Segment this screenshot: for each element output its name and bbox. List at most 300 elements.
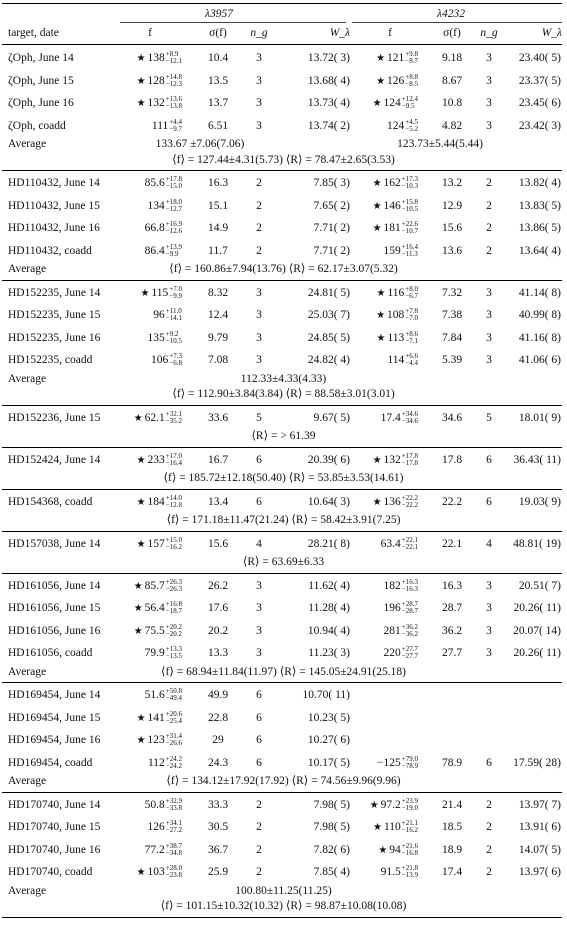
sigma-cell-4232: 10.8 bbox=[441, 97, 463, 109]
ng-cell-3957: 6 bbox=[256, 711, 262, 724]
f-upper-error: +8.8 bbox=[405, 72, 418, 81]
header-w-2: W_λ bbox=[541, 27, 562, 39]
ng-cell-3957: 6 bbox=[256, 734, 262, 746]
table-row bbox=[0, 449, 567, 471]
f-error-bounds bbox=[402, 798, 418, 812]
ng-cell-4232: 2 bbox=[486, 843, 492, 856]
f-cell-3957 bbox=[100, 195, 182, 217]
f-cell-3957 bbox=[100, 684, 182, 706]
w-cell-4232: 23.40( 5) bbox=[518, 52, 561, 64]
f-lower-error: −6.7 bbox=[405, 291, 418, 300]
w-cell-4232: 20.07( 14) bbox=[513, 624, 561, 637]
f-cell-3957 bbox=[100, 240, 182, 262]
f-lower-error: −13.5 bbox=[165, 652, 182, 661]
f-upper-error: +7.0 bbox=[169, 284, 182, 293]
average-3957: 133.67 ±7.06(7.06) bbox=[155, 138, 245, 150]
ng-cell-4232: 6 bbox=[486, 756, 492, 769]
w-cell-3957: 7.71( 2) bbox=[313, 244, 350, 257]
f-error-bounds bbox=[402, 601, 418, 615]
ng-cell-3957: 3 bbox=[256, 286, 262, 299]
target-date-cell: HD169454, June 14 bbox=[8, 689, 101, 701]
f-error-bounds bbox=[166, 733, 182, 747]
w-cell-3957: 10.27( 6) bbox=[307, 734, 350, 746]
target-date-cell: ζOph, June 14 bbox=[8, 52, 74, 64]
sigma-cell-3957: 11.7 bbox=[208, 244, 228, 257]
f-cell-4232 bbox=[348, 575, 418, 597]
significance-star: ★ bbox=[378, 844, 388, 856]
significance-star: ★ bbox=[369, 799, 379, 811]
table-row bbox=[0, 47, 567, 69]
significance-star: ★ bbox=[136, 98, 146, 109]
f-value: 86.4 bbox=[144, 244, 165, 257]
significance-star: ★ bbox=[372, 496, 382, 508]
sigma-cell-4232: 4.82 bbox=[441, 119, 463, 132]
significance-star: ★ bbox=[133, 580, 143, 592]
f-lower-error: −16.3 bbox=[401, 584, 418, 593]
f-lower-error: −16.4 bbox=[165, 458, 182, 467]
w-cell-3957: 7.98( 5) bbox=[313, 821, 350, 833]
w-cell-4232: 20.26( 11) bbox=[513, 602, 561, 614]
f-value: 114 bbox=[387, 354, 405, 366]
f-value: 220 bbox=[383, 647, 401, 659]
f-lower-error: −12.3 bbox=[165, 79, 182, 88]
f-cell-4232 bbox=[348, 115, 418, 137]
f-lower-error: −23.8 bbox=[165, 871, 182, 880]
summary-line bbox=[0, 774, 567, 789]
f-error-bounds bbox=[402, 411, 418, 425]
w-cell-3957: 24.82( 4) bbox=[307, 354, 350, 366]
ng-cell-4232: 3 bbox=[486, 119, 492, 132]
f-value: 77.2 bbox=[144, 843, 165, 856]
sigma-cell-4232: 78.9 bbox=[441, 756, 463, 769]
f-cell-4232 bbox=[348, 70, 418, 93]
f-lower-error: −28.7 bbox=[401, 607, 418, 616]
f-error-bounds bbox=[402, 244, 418, 258]
ng-cell-4232: 3 bbox=[486, 602, 492, 614]
f-value: 196 bbox=[383, 602, 401, 614]
f-cell-4232 bbox=[348, 327, 418, 350]
f-lower-error: −14.1 bbox=[165, 314, 182, 323]
f-upper-error: +9.8 bbox=[405, 50, 418, 59]
sigma-cell-4232: 16.3 bbox=[441, 579, 463, 592]
f-error-bounds bbox=[166, 411, 182, 425]
f-cell-3957 bbox=[100, 327, 182, 349]
w-cell-4232: 41.06( 6) bbox=[518, 354, 561, 366]
target-date-cell: HD110432, June 15 bbox=[8, 199, 100, 212]
w-cell-3957: 10.17( 5) bbox=[307, 756, 350, 769]
target-date-cell: HD152235, June 15 bbox=[8, 309, 101, 321]
w-cell-4232: 14.07( 5) bbox=[518, 843, 561, 856]
f-error-bounds bbox=[166, 579, 182, 593]
w-cell-4232: 13.97( 7) bbox=[518, 798, 561, 811]
significance-star: ★ bbox=[136, 53, 146, 64]
f-value: 116 bbox=[387, 286, 405, 299]
f-cell-3957 bbox=[100, 304, 182, 326]
f-upper-error: +27.7 bbox=[401, 645, 418, 654]
sigma-cell-3957: 13.7 bbox=[207, 97, 229, 109]
f-upper-error: +22.1 bbox=[401, 535, 418, 544]
f-lower-error: −8.7 bbox=[405, 57, 418, 66]
mean-values: ⟨f⟩ = 68.94±11.84(11.97) ⟨R⟩ = 145.05±24.91(25.18) bbox=[161, 665, 406, 678]
f-cell-4232 bbox=[348, 349, 418, 371]
ng-cell-4232: 2 bbox=[486, 866, 492, 878]
f-upper-error: +17.3 bbox=[401, 175, 418, 184]
f-error-bounds bbox=[402, 820, 418, 834]
average-label: Average bbox=[8, 665, 47, 678]
f-lower-error: −9.9 bbox=[169, 291, 182, 300]
summary-line bbox=[0, 429, 567, 444]
table-row bbox=[0, 533, 567, 555]
summary-line bbox=[0, 471, 567, 486]
f-error-bounds bbox=[166, 537, 182, 551]
f-upper-error: +13.3 bbox=[165, 645, 182, 654]
f-value: 128 bbox=[147, 74, 165, 87]
f-lower-error: −24.2 bbox=[165, 761, 182, 770]
w-cell-4232: 23.45( 6) bbox=[518, 97, 561, 109]
significance-star: ★ bbox=[133, 625, 143, 637]
f-cell-4232 bbox=[348, 533, 418, 555]
w-cell-3957: 11.23( 3) bbox=[308, 647, 350, 659]
f-upper-error: +7.3 bbox=[169, 352, 182, 361]
significance-star: ★ bbox=[376, 75, 386, 87]
f-error-bounds bbox=[166, 843, 182, 857]
header-f-2: f bbox=[388, 27, 392, 39]
f-lower-error: −7.0 bbox=[405, 314, 418, 323]
f-cell-4232 bbox=[348, 861, 418, 883]
mean-values: ⟨f⟩ = 112.90±3.84(3.84) ⟨R⟩ = 88.58±3.01(3.01) bbox=[172, 388, 395, 400]
f-cell-3957 bbox=[100, 217, 182, 239]
f-cell-3957 bbox=[100, 407, 182, 430]
w-cell-4232: 23.42( 3) bbox=[518, 119, 561, 132]
mean-values: ⟨f⟩ = 171.18±11.47(21.24) ⟨R⟩ = 58.42±3.91(7.25) bbox=[166, 514, 401, 526]
f-error-bounds bbox=[166, 74, 182, 88]
sigma-cell-3957: 15.1 bbox=[207, 199, 229, 212]
target-date-cell: ζOph, June 15 bbox=[8, 74, 74, 87]
f-lower-error: −20.2 bbox=[165, 629, 182, 638]
table-row bbox=[0, 684, 567, 706]
target-date-cell: HD152235, June 14 bbox=[8, 286, 101, 299]
ng-cell-3957: 3 bbox=[256, 309, 262, 321]
f-cell-4232 bbox=[348, 304, 418, 327]
summary-line bbox=[0, 899, 567, 914]
ng-cell-3957: 2 bbox=[256, 244, 262, 257]
f-value: 126 bbox=[147, 821, 165, 833]
f-error-bounds bbox=[166, 495, 182, 509]
ng-cell-4232: 3 bbox=[486, 309, 492, 321]
f-upper-error: +15.0 bbox=[165, 535, 182, 544]
f-lower-error: −34.6 bbox=[401, 416, 418, 425]
w-cell-4232: 40.99( 8) bbox=[518, 309, 561, 321]
ng-cell-4232: 2 bbox=[486, 244, 492, 257]
f-cell-3957 bbox=[100, 707, 182, 730]
f-error-bounds bbox=[402, 453, 418, 467]
f-cell-3957 bbox=[100, 839, 182, 861]
ng-cell-3957: 5 bbox=[256, 411, 262, 424]
f-value: 94 bbox=[389, 843, 401, 856]
f-cell-4232 bbox=[348, 217, 418, 240]
sigma-cell-4232: 18.5 bbox=[441, 821, 463, 833]
block-separator-rule bbox=[2, 489, 562, 490]
f-cell-4232 bbox=[348, 47, 418, 70]
f-error-bounds bbox=[402, 176, 418, 190]
w-cell-4232: 13.91( 6) bbox=[518, 821, 561, 833]
target-date-cell: HD170740, June 15 bbox=[8, 821, 101, 833]
ng-cell-4232: 3 bbox=[486, 647, 492, 659]
f-upper-error: +17.8 bbox=[165, 175, 182, 184]
sigma-cell-3957: 6.51 bbox=[207, 119, 229, 132]
f-cell-3957 bbox=[100, 729, 182, 752]
f-upper-error: +17.0 bbox=[165, 451, 182, 460]
f-value: 91.5 bbox=[380, 866, 401, 878]
f-cell-4232 bbox=[348, 240, 418, 262]
summary-line bbox=[0, 884, 567, 899]
f-error-bounds bbox=[166, 756, 182, 770]
ng-cell-4232: 4 bbox=[486, 537, 492, 550]
f-error-bounds bbox=[166, 199, 182, 213]
f-lower-error: −10.7 bbox=[401, 227, 418, 236]
f-lower-error: −22.2 bbox=[401, 500, 418, 509]
sigma-cell-4232: 8.67 bbox=[441, 74, 463, 87]
f-lower-error: −5.2 bbox=[405, 124, 418, 133]
table-row bbox=[0, 407, 567, 429]
header-sigma-2: σ(f) bbox=[443, 27, 461, 39]
target-date-cell: ζOph, June 16 bbox=[8, 97, 74, 109]
w-cell-3957: 7.71( 2) bbox=[313, 222, 350, 234]
f-value: 132 bbox=[383, 453, 401, 466]
w-cell-4232: 19.03( 9) bbox=[518, 495, 561, 508]
table-row bbox=[0, 861, 567, 883]
significance-star: ★ bbox=[133, 412, 143, 424]
sigma-cell-4232: 21.4 bbox=[441, 798, 463, 811]
f-value: 56.4 bbox=[144, 602, 165, 614]
f-error-bounds bbox=[166, 96, 182, 110]
f-upper-error: +38.7 bbox=[165, 841, 182, 850]
w-cell-4232: 41.16( 8) bbox=[518, 331, 561, 344]
target-date-cell: HD152236, June 15 bbox=[8, 411, 101, 424]
f-value: 115 bbox=[151, 286, 169, 299]
ng-cell-4232: 2 bbox=[486, 821, 492, 833]
f-value: 62.1 bbox=[144, 411, 165, 424]
w-cell-3957: 13.73( 4) bbox=[307, 97, 350, 109]
f-value: 182 bbox=[383, 579, 401, 592]
w-cell-3957: 7.98( 5) bbox=[313, 798, 350, 811]
target-date-cell: HD169454, coadd bbox=[8, 756, 93, 769]
f-lower-error: −11.3 bbox=[401, 249, 418, 258]
summary-line bbox=[0, 555, 567, 570]
w-cell-4232: 13.82( 4) bbox=[518, 177, 561, 189]
sigma-cell-4232: 17.8 bbox=[441, 453, 463, 466]
f-cell-3957 bbox=[100, 282, 182, 305]
ng-cell-4232: 3 bbox=[486, 74, 492, 87]
header-ng-1: n_g bbox=[250, 27, 268, 39]
f-lower-error: −7.1 bbox=[405, 336, 418, 345]
f-value: 157 bbox=[147, 537, 165, 550]
ng-cell-4232: 3 bbox=[486, 331, 492, 344]
f-lower-error: −36.2 bbox=[401, 629, 418, 638]
sigma-cell-3957: 10.4 bbox=[207, 52, 229, 64]
f-lower-error: −10.3 bbox=[401, 182, 418, 191]
w-cell-3957: 25.03( 7) bbox=[307, 309, 350, 321]
sigma-cell-3957: 36.7 bbox=[207, 843, 229, 856]
target-date-cell: HD152235, June 16 bbox=[8, 331, 101, 344]
f-lower-error: −27.2 bbox=[165, 826, 182, 835]
ng-cell-4232: 3 bbox=[486, 286, 492, 299]
table-row bbox=[0, 240, 567, 262]
sigma-cell-3957: 15.6 bbox=[207, 537, 229, 550]
f-value: 63.4 bbox=[380, 537, 401, 550]
table-row bbox=[0, 349, 567, 371]
f-value: 121 bbox=[387, 52, 405, 64]
average-4232: 123.73±5.44(5.44) bbox=[397, 138, 483, 150]
f-error-bounds bbox=[402, 865, 418, 879]
mean-values: ⟨f⟩ = 160.86±7.94(13.76) ⟨R⟩ = 62.17±3.07(5.32) bbox=[169, 263, 398, 275]
target-date-cell: HD170740, June 16 bbox=[8, 843, 101, 856]
significance-star: ★ bbox=[136, 75, 146, 87]
f-upper-error: +8.9 bbox=[165, 50, 179, 59]
f-lower-error: −12.7 bbox=[165, 204, 182, 213]
sigma-cell-4232: 15.6 bbox=[441, 222, 463, 234]
f-upper-error: +28.0 bbox=[165, 864, 182, 873]
f-cell-3957 bbox=[100, 349, 182, 371]
f-value: 281 bbox=[383, 624, 401, 637]
f-value: 181 bbox=[383, 222, 401, 234]
mean-values: ⟨f⟩ = 134.12±17.92(17.92) ⟨R⟩ = 74.56±9.96(9.96) bbox=[166, 775, 401, 787]
table-row bbox=[0, 729, 567, 751]
ng-cell-3957: 2 bbox=[256, 798, 262, 811]
target-date-cell: HD170740, coadd bbox=[8, 866, 93, 878]
mean-values: ⟨f⟩ = 185.72±12.18(50.40) ⟨R⟩ = 53.85±3.53(14.61) bbox=[163, 472, 404, 484]
summary-line bbox=[0, 513, 567, 528]
significance-star: ★ bbox=[136, 538, 146, 550]
summary-line bbox=[0, 153, 567, 168]
w-cell-3957: 13.72( 3) bbox=[307, 52, 350, 64]
f-upper-error: +32.1 bbox=[165, 409, 182, 418]
w-cell-3957: 7.82( 6) bbox=[313, 843, 350, 856]
target-date-cell: HD169454, June 16 bbox=[8, 734, 101, 746]
sigma-cell-3957: 9.79 bbox=[207, 331, 229, 344]
f-lower-error: −10.5 bbox=[165, 336, 182, 345]
f-lower-error: −34.8 bbox=[165, 848, 182, 857]
ng-cell-3957: 2 bbox=[256, 199, 262, 212]
f-cell-3957 bbox=[100, 575, 182, 598]
w-cell-4232: 20.26( 11) bbox=[513, 647, 561, 659]
f-value: 110 bbox=[383, 821, 401, 833]
ng-cell-4232: 2 bbox=[486, 199, 492, 212]
mean-values: ⟨f⟩ = 127.44±4.31(5.73) ⟨R⟩ = 78.47±2.65(3.53) bbox=[172, 153, 395, 166]
f-upper-error: +22.6 bbox=[401, 220, 418, 229]
f-cell-4232 bbox=[348, 839, 418, 862]
f-upper-error: +15.8 bbox=[401, 197, 418, 206]
header-sigma-1: σ(f) bbox=[209, 27, 227, 39]
table-row bbox=[0, 172, 567, 194]
sigma-cell-3957: 22.8 bbox=[207, 711, 229, 724]
f-cell-3957 bbox=[100, 92, 182, 115]
table-row bbox=[0, 282, 567, 304]
ng-cell-3957: 2 bbox=[256, 821, 262, 833]
f-lower-error: −18.7 bbox=[165, 607, 182, 616]
f-upper-error: +21.6 bbox=[401, 841, 418, 850]
w-cell-4232: 48.81( 19) bbox=[513, 537, 561, 550]
f-value: −125 bbox=[377, 756, 401, 769]
header-span-rule-2 bbox=[352, 22, 562, 23]
target-date-cell: HD152235, coadd bbox=[8, 354, 93, 366]
f-upper-error: +7.8 bbox=[405, 307, 418, 316]
sigma-cell-3957: 49.9 bbox=[207, 689, 229, 701]
significance-star: ★ bbox=[373, 822, 382, 833]
f-cell-4232 bbox=[348, 195, 418, 218]
ng-cell-3957: 2 bbox=[256, 222, 262, 234]
table-row bbox=[0, 752, 567, 774]
significance-star: ★ bbox=[372, 223, 382, 234]
sigma-cell-3957: 7.08 bbox=[207, 354, 229, 366]
significance-star: ★ bbox=[133, 603, 143, 614]
block-separator-rule bbox=[2, 170, 562, 171]
sigma-cell-3957: 33.6 bbox=[207, 411, 229, 424]
sigma-cell-4232: 17.4 bbox=[441, 866, 463, 878]
significance-star: ★ bbox=[140, 287, 150, 299]
f-error-bounds bbox=[402, 96, 418, 110]
w-cell-4232: 13.97( 6) bbox=[518, 866, 561, 878]
f-value: 96 bbox=[153, 309, 165, 321]
target-date-cell: HD161056, June 15 bbox=[8, 602, 101, 614]
target-date-cell: HD110432, June 16 bbox=[8, 222, 100, 234]
significance-star: ★ bbox=[136, 712, 146, 724]
f-lower-error: −10.5 bbox=[401, 204, 418, 213]
f-lower-error: −9.7 bbox=[169, 124, 182, 133]
sigma-cell-3957: 13.5 bbox=[207, 74, 229, 87]
f-cell-4232 bbox=[348, 172, 418, 195]
w-cell-3957: 7.65( 2) bbox=[313, 199, 350, 212]
block-separator-rule bbox=[2, 682, 562, 683]
significance-star: ★ bbox=[136, 496, 146, 508]
f-value: 51.6 bbox=[144, 689, 165, 701]
f-upper-error: +36.2 bbox=[401, 622, 418, 631]
w-cell-4232: 13.83( 5) bbox=[518, 199, 561, 212]
f-cell-4232 bbox=[348, 620, 418, 642]
target-date-cell: HD152424, June 14 bbox=[8, 453, 101, 466]
f-error-bounds bbox=[402, 579, 418, 593]
table-row bbox=[0, 794, 567, 816]
f-value: 132 bbox=[147, 97, 165, 109]
ng-cell-3957: 2 bbox=[256, 177, 262, 189]
f-error-bounds bbox=[166, 865, 182, 879]
block-separator-rule bbox=[2, 531, 562, 532]
f-upper-error: +34.6 bbox=[401, 409, 418, 418]
f-upper-error: +31.4 bbox=[165, 732, 182, 741]
f-error-bounds bbox=[169, 119, 182, 133]
average-label: Average bbox=[8, 263, 47, 275]
w-cell-4232: 36.43( 11) bbox=[513, 453, 561, 466]
f-error-bounds bbox=[405, 353, 418, 367]
sigma-cell-4232: 12.9 bbox=[441, 199, 463, 212]
f-cell-3957 bbox=[100, 70, 182, 93]
f-upper-error: +26.3 bbox=[165, 577, 182, 586]
f-lower-error: −9.9 bbox=[165, 249, 179, 258]
f-value: 123 bbox=[147, 734, 165, 746]
f-error-bounds bbox=[402, 221, 418, 235]
sigma-cell-3957: 26.2 bbox=[207, 579, 229, 592]
summary-line bbox=[0, 137, 567, 152]
w-cell-4232: 23.37( 5) bbox=[518, 74, 561, 87]
ng-cell-3957: 3 bbox=[256, 74, 262, 87]
sigma-cell-4232: 5.39 bbox=[441, 354, 463, 366]
f-value: 126 bbox=[387, 74, 405, 87]
block-separator-rule bbox=[2, 917, 562, 918]
f-cell-3957 bbox=[100, 449, 182, 472]
table-row bbox=[0, 304, 567, 326]
mean-values: ⟨R⟩ = > 61.39 bbox=[251, 430, 316, 442]
significance-star: ★ bbox=[372, 454, 382, 466]
